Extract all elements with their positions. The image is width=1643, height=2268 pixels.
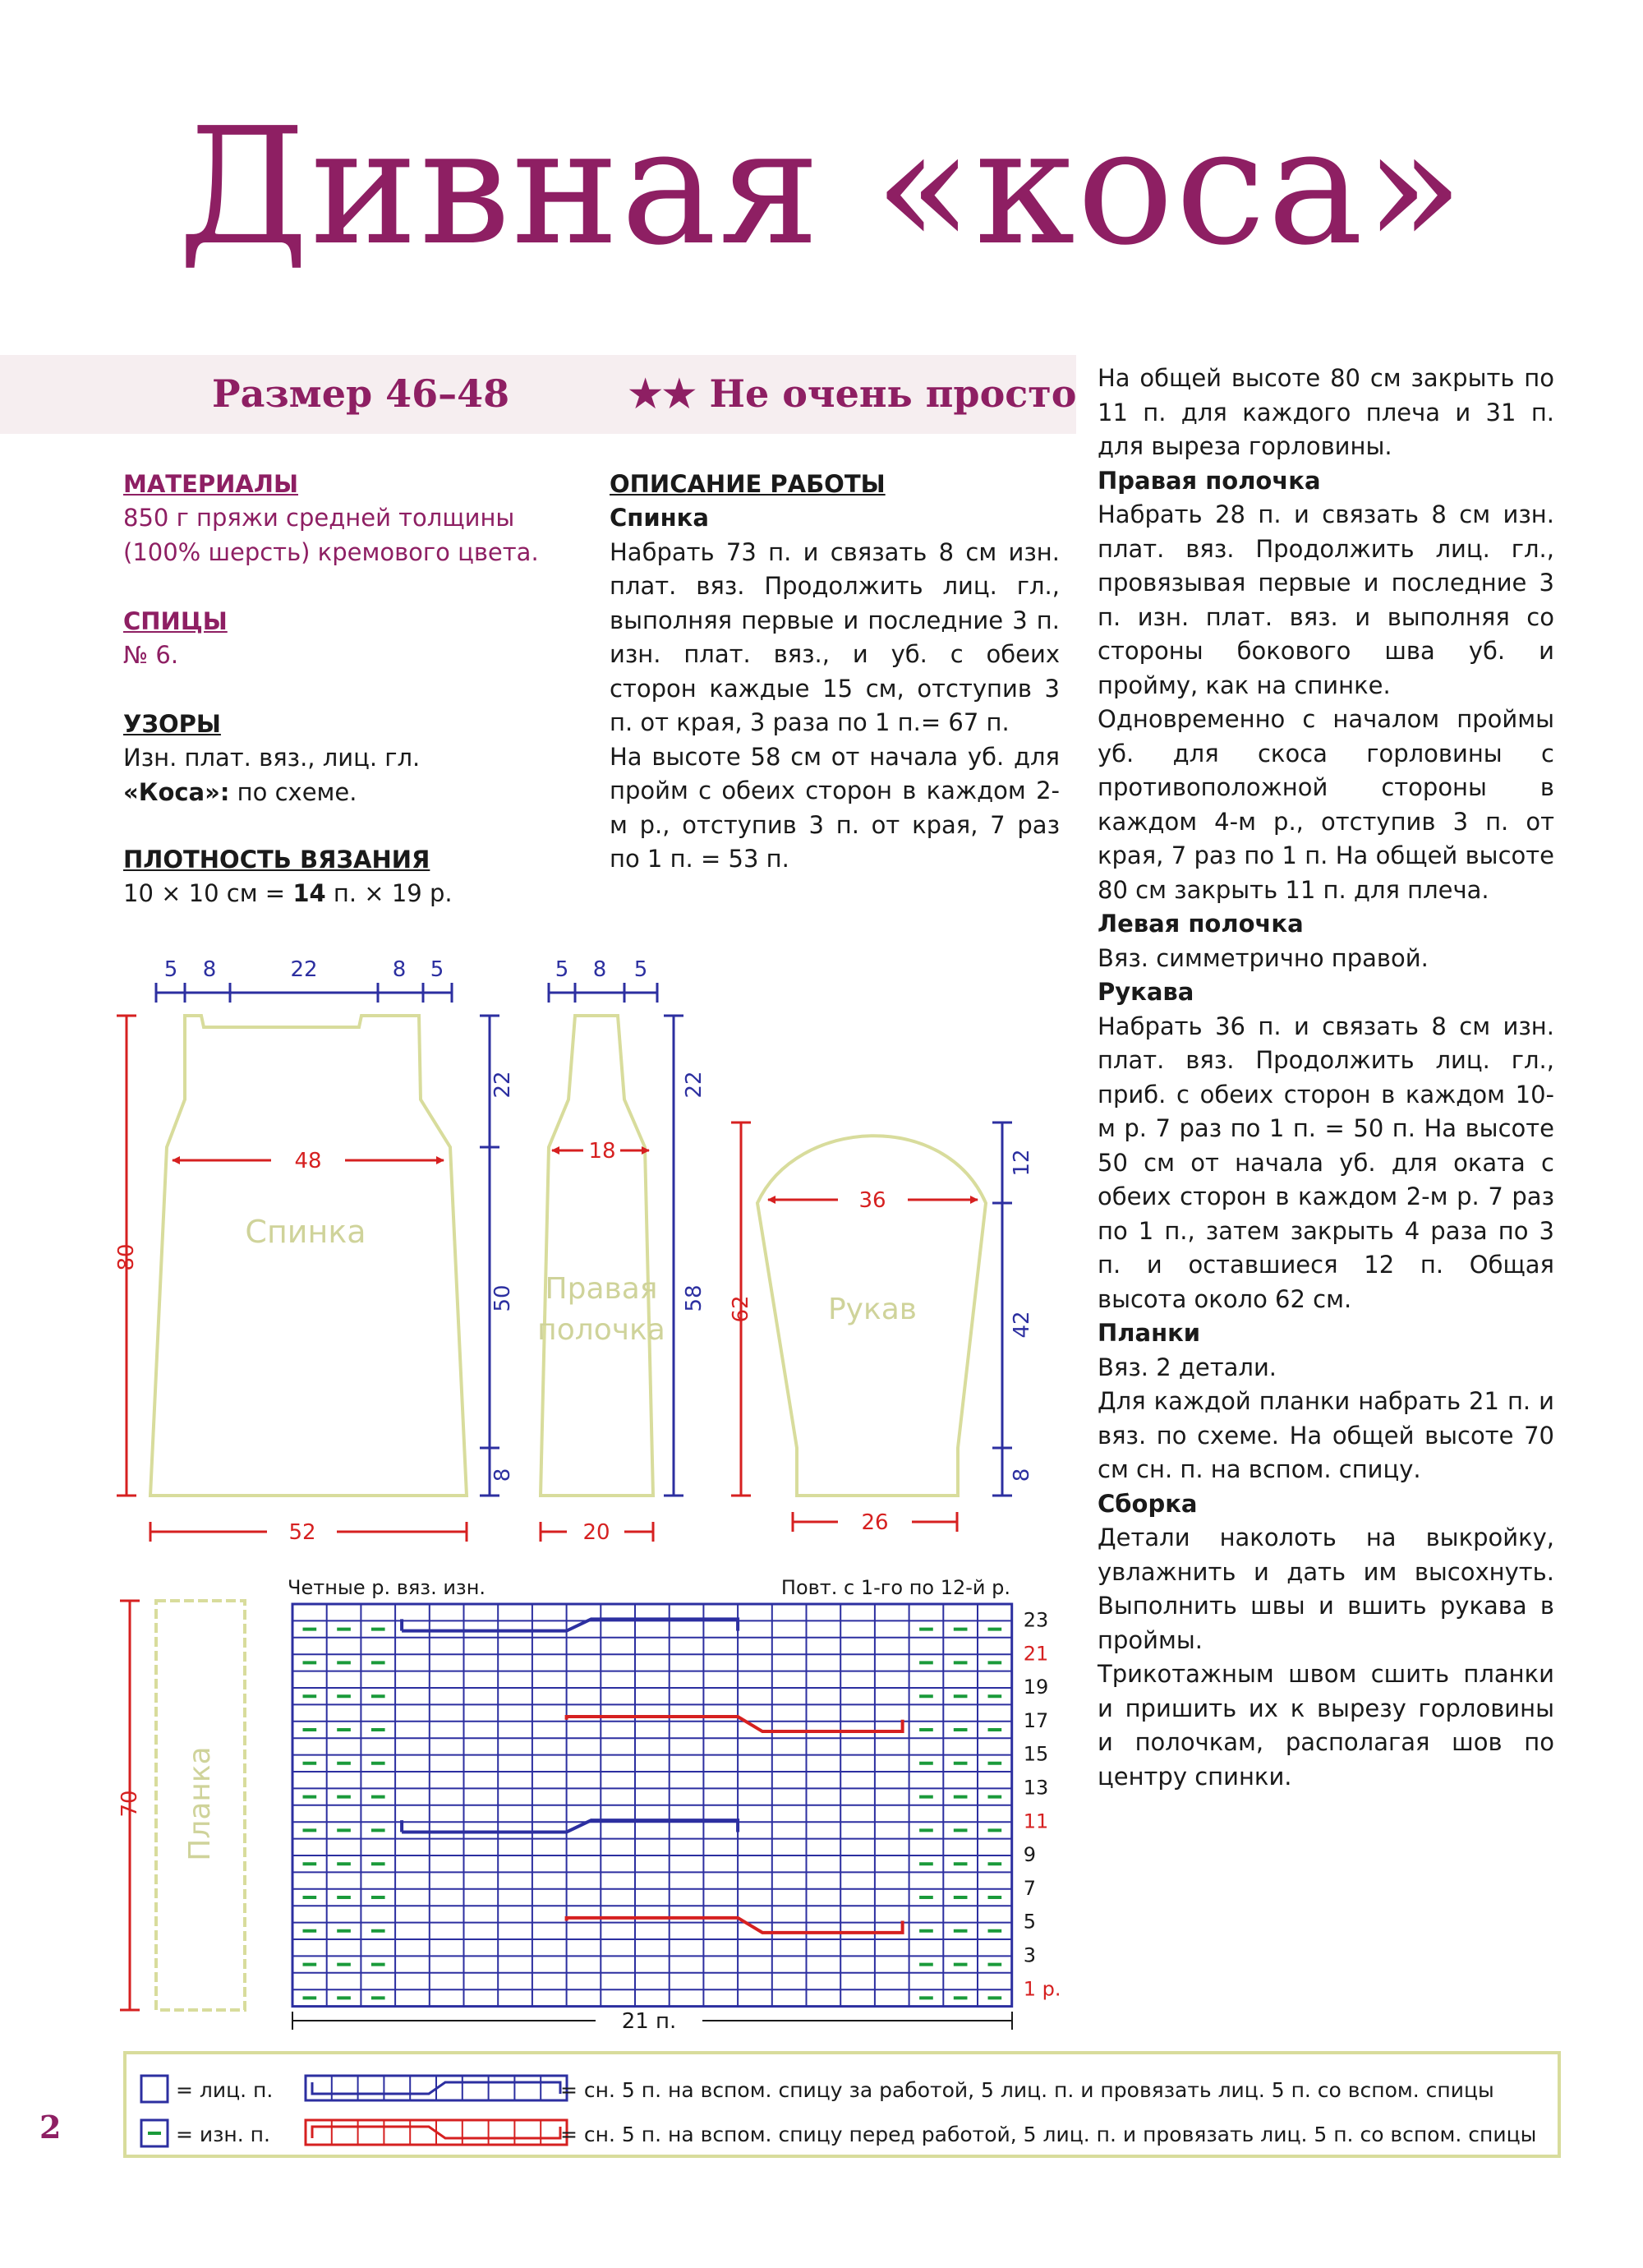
legend-knit: = лиц. п.	[176, 2078, 274, 2102]
density-heading: ПЛОТНОСТЬ ВЯЗАНИЯ	[123, 846, 430, 874]
pattern-cable-name: «Коса»:	[123, 777, 230, 806]
front-chest-width: 18	[588, 1139, 616, 1164]
garment-schematics	[0, 937, 1093, 1545]
band-title: Планки	[1098, 1319, 1201, 1347]
chart-row-label: 11	[1023, 1809, 1049, 1833]
back-chest-width: 48	[294, 1149, 322, 1173]
density-section	[123, 842, 583, 911]
front-outline	[541, 1016, 653, 1496]
needles-heading: СПИЦЫ	[123, 607, 228, 635]
back-top-dim-4: 8	[392, 957, 407, 982]
sleeve-height-body: 42	[1010, 1311, 1034, 1339]
chart-row-label: 7	[1023, 1876, 1036, 1900]
patterns-line2	[123, 776, 583, 810]
front-top-dim-3: 5	[633, 957, 648, 982]
back-total-height: 80	[114, 1243, 139, 1271]
sleeve-title: Рукава	[1098, 978, 1194, 1006]
sleeve-height-cap: 12	[1010, 1149, 1034, 1177]
materials-text: 850 г пряжи средней толщины (100% шерсть) кремового цвета.	[123, 504, 539, 566]
chart-row-label: 15	[1023, 1742, 1049, 1766]
knitting-chart-grid	[292, 1604, 1012, 2007]
difficulty-label: ★★ Не очень просто	[628, 371, 1077, 416]
chart-note-right: Повт. с 1-го по 12-й р.	[780, 1576, 1010, 1599]
back-top-dim-5: 5	[430, 957, 444, 982]
description-heading: ОПИСАНИЕ РАБОТЫ	[610, 470, 886, 498]
knit-stitch-symbol	[141, 2076, 168, 2102]
legend-purl: = изн. п.	[176, 2123, 270, 2146]
size-label: Размер 46–48	[212, 371, 510, 416]
chart-row-label: 19	[1023, 1676, 1049, 1699]
materials-section	[123, 467, 583, 569]
front-bottom-width: 20	[582, 1520, 610, 1545]
assembly-paragraph-1: Детали наколоть на выкройку, увлажнить и дать им высохнуть. Выполнить швы и вшить рукава в проймы.	[1098, 1524, 1554, 1654]
band-paragraph-2: Для каждой планки набрать 21 п. и вяз. по схеме. На общей высоте 70 см сн. п. на вспом. спицу.	[1098, 1387, 1554, 1483]
front-height-armhole: 22	[682, 1071, 706, 1099]
back-top-dim-2: 8	[202, 957, 217, 982]
front-top-dim-2: 8	[592, 957, 607, 982]
page-title: Дивная «коса»	[177, 94, 1466, 281]
density-prefix: 10 × 10 см =	[123, 879, 293, 907]
description-column	[610, 467, 1060, 877]
sleeve-top-width: 36	[858, 1188, 886, 1213]
left-front-paragraph-1: Вяз. симметрично правой.	[1098, 943, 1429, 972]
chart-row-label: 9	[1023, 1843, 1036, 1867]
chart-row-label: 23	[1023, 1608, 1049, 1632]
back-paragraph-2: На высоте 58 см от начала уб. для пройм с обеих сторон в каждом 2-м р., отступив 3 п. от края, 7 раз по 1 п. = 53 п.	[610, 742, 1060, 873]
sleeve-height-rib: 8	[1010, 1468, 1034, 1482]
chart-row-label: 3	[1023, 1943, 1036, 1967]
patterns-section	[123, 707, 583, 809]
chart-area	[0, 1553, 1093, 2046]
back-height-body: 50	[490, 1284, 515, 1312]
assembly-paragraph-2: Трикотажным швом сшить планки и пришить их к вырезу горловины и полочкам, располагая шов по центру спинки.	[1098, 1660, 1554, 1791]
legend-cable-front: = сн. 5 п. на вспом. спицу перед работой, 5 лиц. п. и провязать лиц. 5 п. со вспом. спицы	[560, 2123, 1537, 2146]
left-front-title: Левая полочка	[1098, 910, 1304, 938]
chart-row-labels	[1024, 1609, 1061, 2001]
patterns-line1: Изн. плат. вяз., лиц. гл.	[123, 744, 421, 772]
band-paragraph-1: Вяз. 2 детали.	[1098, 1353, 1277, 1381]
chart-note-left: Четные р. вяз. изн.	[288, 1576, 486, 1599]
instructions-column	[1098, 362, 1554, 1794]
chart-stitch-count: 21 п.	[621, 2009, 677, 2034]
legend-cable-back: = сн. 5 п. на вспом. спицу за работой, 5 лиц. п. и провязать лиц. 5 п. со вспом. спицы	[560, 2078, 1494, 2102]
patterns-heading: УЗОРЫ	[123, 710, 221, 738]
right-front-title: Правая полочка	[1098, 466, 1321, 495]
back-height-rib: 8	[490, 1468, 515, 1482]
front-top-dim-1: 5	[555, 957, 569, 982]
needles-section	[123, 604, 583, 673]
back-paragraph-1: Набрать 73 п. и связать 8 см изн. плат. вяз. Продолжить лиц. гл., выполняя первые и последние 3 п. изн. плат. вяз., и уб. с обеих сторон каждые 15 см, отступив 3 п. от края, 3 раза по 1 п.= 67 п.	[610, 537, 1060, 736]
back-top-dim-1: 5	[163, 957, 178, 982]
back-paragraph-3: На общей высоте 80 см закрыть по 11 п. для каждого плеча и 31 п. для выреза горловины.	[1098, 364, 1554, 460]
back-title: Спинка	[610, 504, 709, 532]
needles-text: № 6.	[123, 641, 179, 669]
chart-row-label: 17	[1023, 1708, 1049, 1732]
density-suffix: п. × 19 р.	[325, 879, 453, 907]
band-piece-label: Планка	[183, 1746, 217, 1861]
front-piece-label-line2: полочка	[537, 1313, 665, 1347]
right-front-paragraph-1: Набрать 28 п. и связать 8 см изн. плат. вяз. Продолжить лиц. гл., провязывая первые и последние 3 п. изн. плат. вяз. и выполняя со стороны бокового шва уб. и пройму, как на спинке.	[1098, 500, 1554, 699]
sleeve-bottom-width: 26	[861, 1510, 889, 1535]
front-piece-label-line1: Правая	[545, 1272, 658, 1306]
sleeve-piece-label: Рукав	[827, 1293, 918, 1326]
chart-row-label: 1 р.	[1023, 1977, 1061, 2001]
back-top-dim-3: 22	[290, 957, 318, 982]
back-outline	[150, 1016, 467, 1496]
back-bottom-width: 52	[288, 1520, 316, 1545]
pattern-cable-rest: по схеме.	[229, 777, 357, 806]
page-number: 2	[39, 2109, 62, 2146]
chart-row-label: 5	[1023, 1910, 1036, 1934]
band-height: 70	[117, 1790, 142, 1818]
assembly-title: Сборка	[1098, 1489, 1198, 1518]
back-piece-label: Спинка	[245, 1214, 366, 1250]
right-front-paragraph-2: Одновременно с началом проймы уб. для скоса горловины с противоположной стороны в каждом 4-м р., отступив 3 п. от края, 7 раз по 1 п. На общей высоте 80 см закрыть 11 п. для плеча.	[1098, 705, 1554, 904]
chart-row-label: 21	[1023, 1642, 1049, 1666]
back-height-armhole: 22	[490, 1071, 515, 1099]
materials-heading: МАТЕРИАЛЫ	[123, 470, 298, 498]
chart-row-label: 13	[1023, 1776, 1049, 1800]
density-text	[123, 877, 583, 911]
front-height-side: 58	[682, 1284, 706, 1312]
sleeve-total-height: 62	[729, 1295, 753, 1323]
density-stitches: 14	[292, 879, 326, 907]
sleeve-paragraph-1: Набрать 36 п. и связать 8 см изн. плат. вяз. Продолжить лиц. гл., приб. с обеих сторон в каждом 10-м р. 7 раз по 1 п. = 50 п. На высоте 50 см от начала уб. для оката с обеих сторон в каждом 2-м р. 7 раз по 1 п., затем закрыть 4 раза по 3 п. и оставшиеся 12 п. Общая высота около 62 см.	[1098, 1012, 1554, 1313]
legend-box	[123, 2051, 1561, 2158]
